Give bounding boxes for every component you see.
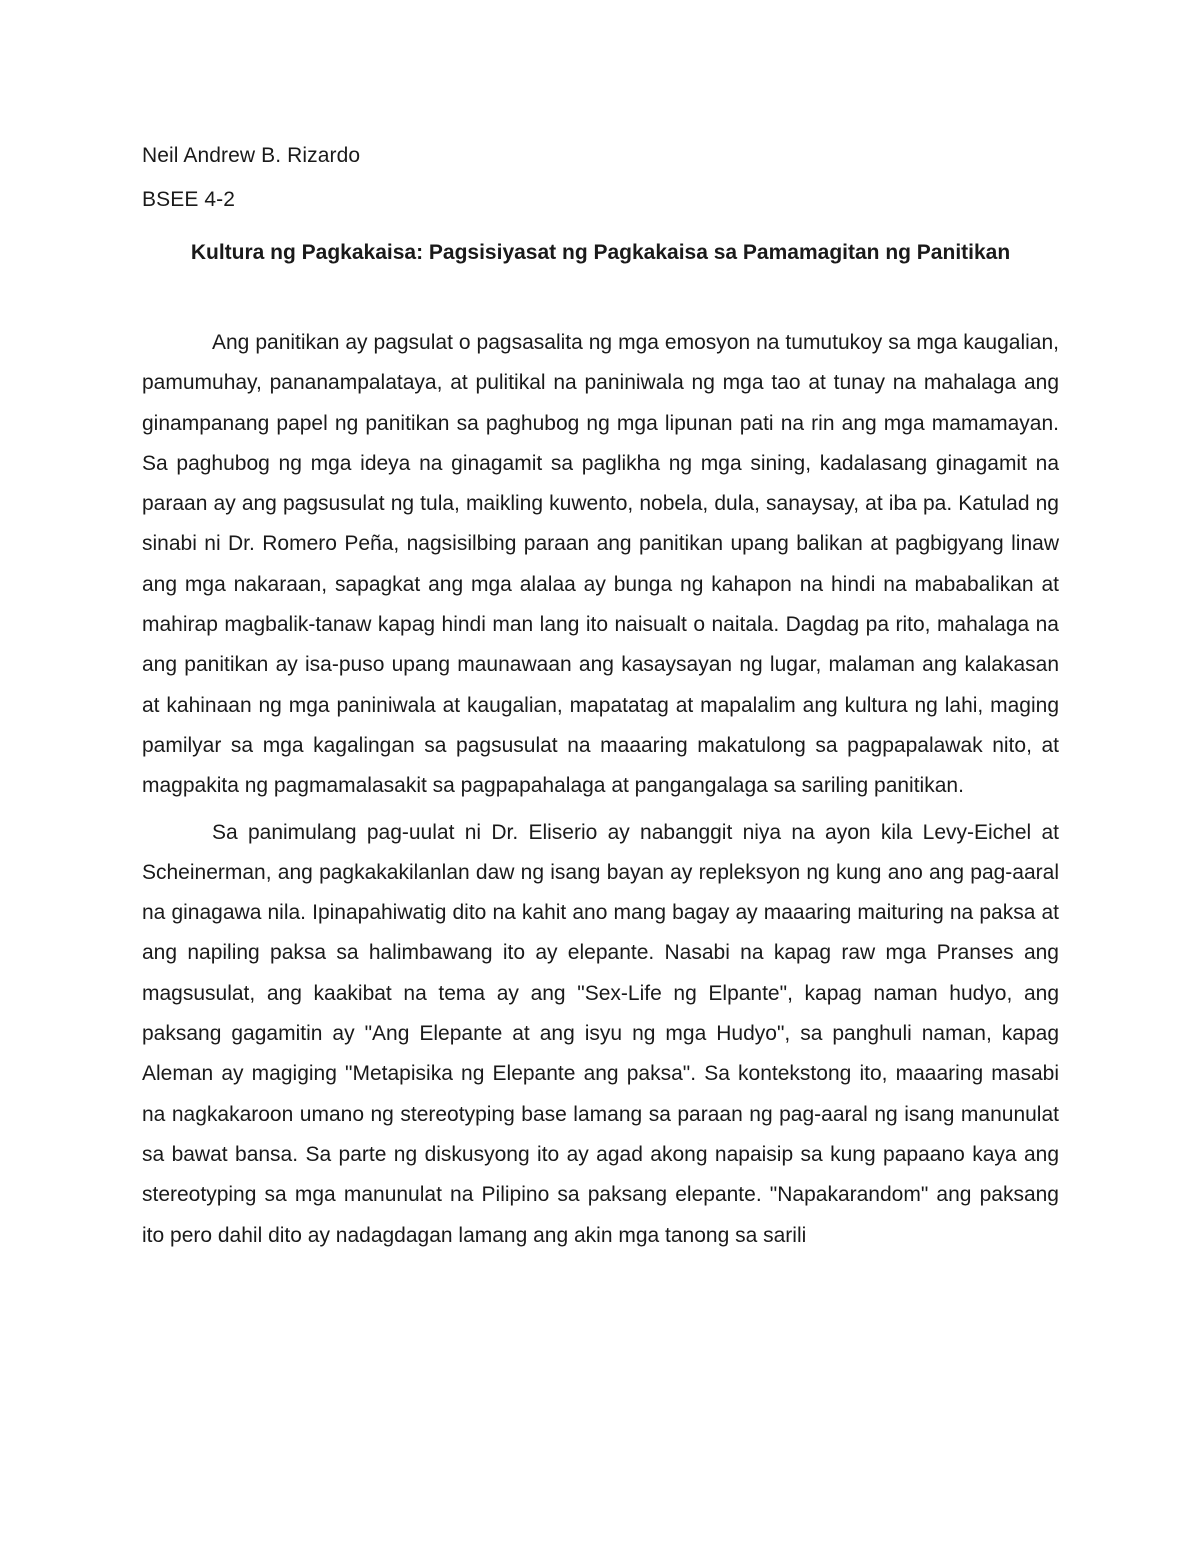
author-name: Neil Andrew B. Rizardo [142,144,361,167]
body-paragraph-2: Sa panimulang pag-uulat ni Dr. Eliserio ay nabanggit niya na ayon kila Levy-Eichel at Scheinerman, ang pagkakakilanlan daw ng isang bayan ay repleksyon ng kung ano ang pag-aaral na ginagawa nila. Ipinapahiwatig dito na kahit ano mang bagay ay maaaring maituring na paksa at ang napiling paksa sa halimbawang ito ay elepante. Nasabi na kapag raw mga Pranses ang magsusulat, ang kaakibat na tema ay ang "Sex-Life ng Elpante", kapag naman hudyo, ang paksang gagamitin ay "Ang Elepante at ang isyu ng mga Hudyo", sa panghuli naman, kapag Aleman ay magiging "Metapisika ng Elepante ang paksa". Sa kontekstong ito, maaaring masabi na nagkakaroon umano ng stereotyping base lamang sa paraan ng pag-aaral ng isang manunulat sa bawat bansa. Sa parte ng diskusyong ito ay agad akong napaisip sa kung papaano kaya ang stereotyping sa mga manunulat na Pilipino sa paksang elepante. "Napakarandom" ang paksang ito pero dahil dito ay nadagdagan lamang ang akin mga tanong sa sarili [142,820,1059,1247]
essay-title: Kultura ng Pagkakaisa: Pagsisiyasat ng Pagkakaisa sa Pamamagitan ng Panitikan [190,241,1011,264]
document-content [142,140,1059,1256]
course-section: BSEE 4-2 [142,188,236,211]
body-paragraph-1: Ang panitikan ay pagsulat o pagsasalita ng mga emosyon na tumutukoy sa mga kaugalian, pamumuhay, pananampalataya, at pulitikal na paniniwala ng mga tao at tunay na mahalaga ang ginampanang papel ng panitikan sa paghubog ng mga lipunan pati na rin ang mga mamamayan. Sa paghubog ng mga ideya na ginagamit sa paglikha ng mga sining, kadalasang ginagamit na paraan ay ang pagsusulat ng tula, maikling kuwento, nobela, dula, sanaysay, at iba pa. Katulad ng sinabi ni Dr. Romero Peña, nagsisilbing paraan ang panitikan upang balikan at pagbigyang linaw ang mga nakaraan, sapagkat ang mga alalaa ay bunga ng kahapon na hindi na mababalikan at mahirap magbalik-tanaw kapag hindi man lang ito naisualt o naitala. Dagdag pa rito, mahalaga na ang panitikan ay isa-puso upang maunawaan ang kasaysayan ng lugar, malaman ang kalakasan at kahinaan ng mga paniniwala at kaugalian, mapatatag at mapalalim ang kultura ng lahi, maging pamilyar sa mga kagalingan sa pagsusulat na maaaring makatulong sa pagpapalawak nito, at magpakita ng pagmamalasakit sa pagpapahalaga at pangangalaga sa sariling panitikan. [142,331,1059,798]
